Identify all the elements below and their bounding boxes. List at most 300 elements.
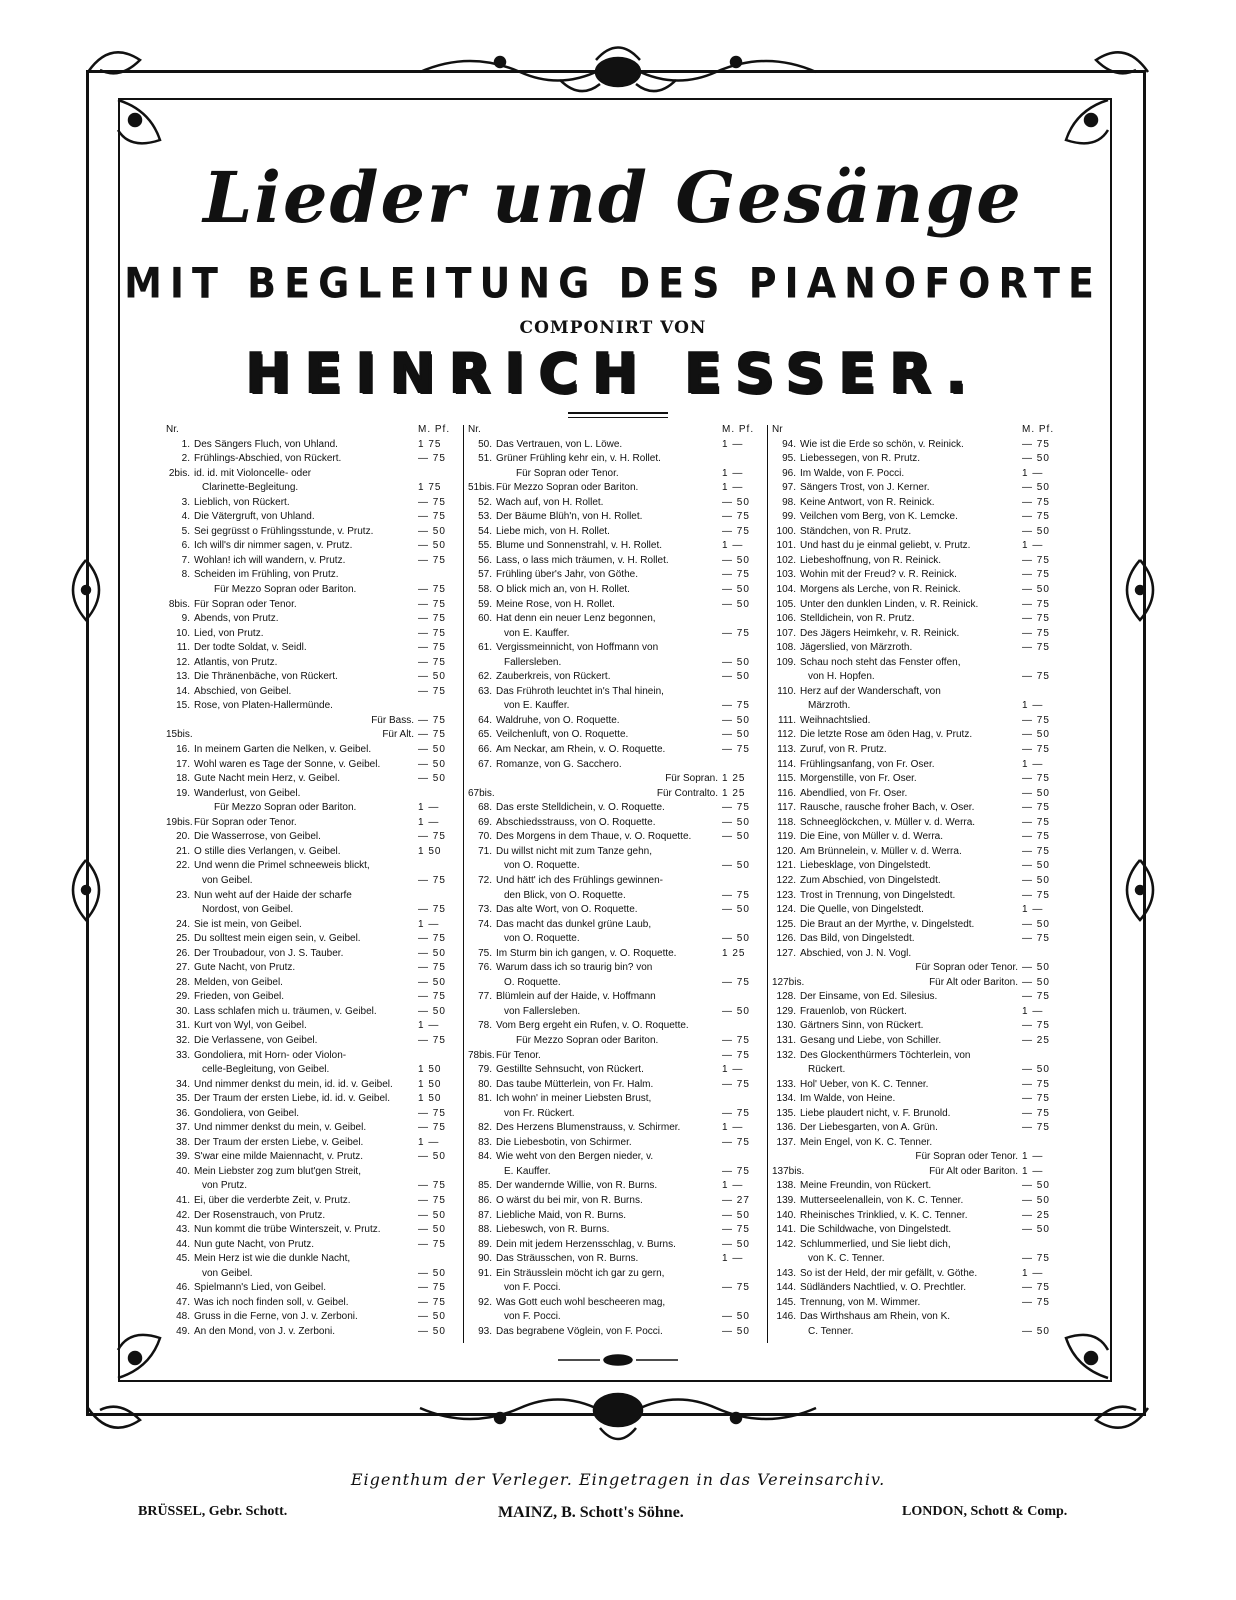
song-number: 104. [776,584,796,596]
song-title: Spielmann's Lied, von Geibel. [194,1282,326,1294]
song-title: Liebessegen, von R. Prutz. [800,453,921,465]
song-number: 125. [776,918,796,930]
song-title: Für Contralto. [656,787,718,799]
song-title: Nun gute Nacht, von Prutz. [194,1238,315,1250]
song-entry [772,1179,1064,1194]
song-entry [772,1078,1064,1093]
song-title: Für Sopran oder Tenor. [915,962,1018,974]
song-entry [468,1078,764,1093]
song-price: — 75 [418,642,446,654]
song-number: 47. [176,1296,190,1308]
song-entry [468,1150,764,1165]
song-price: — 50 [1022,525,1050,537]
song-title: Die Thränenbäche, von Rückert. [194,671,338,683]
song-title: Die Verlassene, von Geibel. [194,1034,318,1046]
song-price: — 75 [1022,569,1050,581]
song-title: Blume und Sonnenstrahl, v. H. Rollet. [496,540,663,552]
song-title: Warum dass ich so traurig bin? von [496,962,653,974]
song-number: 60. [478,613,492,625]
song-entry [468,1136,764,1151]
song-price: — 75 [1022,889,1050,901]
song-number: 71. [478,845,492,857]
song-number: 23. [176,889,190,901]
song-entry [166,961,460,976]
song-title: Für Mezzo Sopran oder Bariton. [496,482,639,494]
song-title: Trost in Trennung, von Dingelstedt. [800,889,956,901]
song-number: 82. [478,1122,492,1134]
song-entry [166,1078,460,1093]
song-entry [468,627,764,642]
song-entry [166,627,460,642]
song-entry [772,772,1064,787]
song-entry [468,598,764,613]
song-number: 91. [478,1267,492,1279]
song-entry [772,743,1064,758]
song-entry [468,874,764,889]
song-title: Wohlan! ich will wandern, v. Prutz. [194,554,346,566]
song-price: — 50 [418,1267,446,1279]
song-number: 134. [776,1093,796,1105]
song-entry [468,918,764,933]
song-title: Jägerslied, von Märzroth. [800,642,913,654]
song-number: 90. [478,1253,492,1265]
song-title: von K. C. Tenner. [808,1253,885,1265]
title-rule-thin [568,417,668,418]
song-price: — 75 [722,627,750,639]
song-number: 21. [176,845,190,857]
song-number: 38. [176,1136,190,1148]
song-title: von E. Kauffer. [504,700,570,712]
song-title: Trennung, von M. Wimmer. [800,1296,921,1308]
song-number: 72. [478,874,492,886]
song-title: An den Mond, von J. v. Zerboni. [194,1325,336,1337]
song-title: Für Sopran. [665,773,718,785]
song-number: 127bis. [772,976,805,988]
song-title: Gondoliera, mit Horn- oder Violon- [194,1049,347,1061]
song-number: 127. [776,947,796,959]
song-entry [166,554,460,569]
song-number: 113. [777,744,796,756]
song-title: Wie ist die Erde so schön, v. Reinick. [800,438,964,450]
song-list-column-3 [772,423,1064,1339]
song-entry [772,903,1064,918]
song-price: — 75 [1022,933,1050,945]
song-entry [166,510,460,525]
song-price: 1 — [1022,467,1044,479]
song-entry [166,1209,460,1224]
song-entry [166,889,460,904]
song-entry [166,976,460,991]
song-entry [166,932,460,947]
song-entry [468,903,764,918]
song-number: 123. [776,889,796,901]
song-number: 2bis. [168,467,190,479]
song-entry [468,1121,764,1136]
song-entry [166,612,460,627]
song-price: — 75 [1022,1122,1050,1134]
song-title: Gute Nacht, von Prutz. [194,962,296,974]
list-end-ornament-icon [558,1355,678,1365]
song-title: Das macht das dunkel grüne Laub, [496,918,652,930]
song-title: Gruss in die Ferne, von J. v. Zerboni. [194,1311,358,1323]
song-entry [166,598,460,613]
song-price: — 75 [1022,627,1050,639]
song-price: — 75 [418,496,446,508]
song-title: Die Schildwache, von Dingelstedt. [800,1224,952,1236]
song-price: — 50 [418,773,446,785]
song-title: Zauberkreis, von Rückert. [496,671,611,683]
song-price: — 75 [1022,496,1050,508]
song-number: 41. [176,1194,190,1206]
column-header [772,423,1064,438]
song-number: 142. [776,1238,796,1250]
song-entry [772,568,1064,583]
song-price: — 75 [1022,744,1050,756]
song-title: Liebe plaudert nicht, v. F. Brunold. [800,1107,951,1119]
song-title: Der wandernde Willie, von R. Burns. [496,1180,658,1192]
song-entry [166,1063,460,1078]
song-entry [772,816,1064,831]
song-price: — 75 [418,613,446,625]
song-title: Atlantis, von Prutz. [194,656,278,668]
song-entry [166,1136,460,1151]
song-price: — 50 [418,947,446,959]
song-entry [166,656,460,671]
song-price: — 75 [722,1107,750,1119]
song-entry [772,830,1064,845]
song-number: 42. [176,1209,190,1221]
song-number: 86. [478,1194,492,1206]
song-entry [772,467,1064,482]
song-price: — 50 [722,1209,750,1221]
song-price: — 75 [722,1165,750,1177]
song-entry [772,889,1064,904]
song-number: 139. [776,1194,796,1206]
song-entry [166,801,460,816]
song-number: 102. [776,554,796,566]
song-price: — 75 [418,991,446,1003]
song-entry [468,990,764,1005]
song-entry [468,612,764,627]
main-title: Lieder und Gesänge [203,156,1023,239]
song-title: Des Glockenthürmers Töchterlein, von [800,1049,971,1061]
song-entry [772,641,1064,656]
song-title: Wohl waren es Tage der Sonne, v. Geibel. [194,758,381,770]
song-entry [468,510,764,525]
song-title: Vom Berg ergeht ein Rufen, v. O. Roquette. [496,1020,689,1032]
song-entry [468,1194,764,1209]
song-price: — 75 [1022,671,1050,683]
song-title: Schneeglöckchen, v. Müller v. d. Werra. [800,816,976,828]
song-entry [166,728,460,743]
song-title: Morgens als Lerche, von R. Reinick. [800,584,961,596]
song-title: Mein Liebster zog zum blut'gen Streit, [194,1165,361,1177]
song-price: — 75 [722,569,750,581]
song-number: 129. [776,1005,796,1017]
song-number: 34. [176,1078,190,1090]
song-title: Unter den dunklen Linden, v. R. Reinick. [800,598,979,610]
song-entry [468,830,764,845]
song-title: Frühlings-Abschied, von Rückert. [194,453,342,465]
song-title: Kurt von Wyl, von Geibel. [194,1020,307,1032]
song-number: 135. [776,1107,796,1119]
song-number: 121. [776,860,796,872]
song-number: 56. [478,554,492,566]
song-price: — 75 [722,525,750,537]
song-entry [772,685,1064,700]
song-entry [468,1296,764,1311]
song-price: — 50 [1022,584,1050,596]
song-number: 131. [776,1034,796,1046]
song-number: 29. [176,991,190,1003]
song-title: Für Sopran oder Tenor. [516,467,619,479]
song-number: 138. [776,1180,796,1192]
song-title: Für Sopran oder Tenor. [194,598,297,610]
song-title: Abschiedsstrauss, von O. Roquette. [496,816,656,828]
song-title: Für Mezzo Sopran oder Bariton. [214,802,357,814]
song-price: — 75 [418,1122,446,1134]
song-title: Für Bass. [371,714,414,726]
song-title: Lieblich, von Rückert. [194,496,290,508]
song-number: 76. [478,962,492,974]
song-number: 15bis. [166,729,193,741]
song-number: 4. [181,511,190,523]
song-entry [468,568,764,583]
song-entry [468,976,764,991]
composed-by-label: COMPONIRT VON [519,318,707,338]
song-price: — 75 [1022,816,1050,828]
song-price: — 75 [418,874,446,886]
song-entry [772,1252,1064,1267]
song-title: Das alte Wort, von O. Roquette. [496,904,638,916]
song-price: — 50 [1022,787,1050,799]
song-number: 54. [478,525,492,537]
song-entry [772,699,1064,714]
song-title: von H. Hopfen. [808,671,875,683]
song-number: 66. [478,744,492,756]
song-number: 83. [478,1136,492,1148]
song-entry [166,1267,460,1282]
song-price: — 75 [418,714,446,726]
song-title: Grüner Frühling kehr ein, v. H. Rollet. [496,453,661,465]
song-title: Der Liebesgarten, von A. Grün. [800,1122,938,1134]
song-title: C. Tenner. [808,1325,854,1337]
song-title: Das Wirthshaus am Rhein, von K. [800,1311,951,1323]
song-number: 143. [776,1267,796,1279]
song-title: von F. Pocci. [504,1282,561,1294]
song-entry [772,481,1064,496]
song-title: Gute Nacht mein Herz, v. Geibel. [194,773,340,785]
song-price: — 50 [722,933,750,945]
song-number: 105. [776,598,796,610]
song-title: Was Gott euch wohl bescheeren mag, [496,1296,666,1308]
song-title: Zuruf, von R. Prutz. [800,744,887,756]
song-title: Des Herzens Blumenstrauss, v. Schirmer. [496,1122,681,1134]
song-price: 1 — [1022,700,1044,712]
song-price: 1 50 [418,1064,442,1076]
song-entry [468,787,764,802]
song-number: 144. [776,1282,796,1294]
song-price: — 75 [418,1107,446,1119]
song-price: 1 — [1022,1165,1044,1177]
song-number: 108. [776,642,796,654]
song-price: — 50 [418,1224,446,1236]
song-number: 107. [776,627,796,639]
song-title: Das taube Mütterlein, von Fr. Halm. [496,1078,654,1090]
song-entry [166,990,460,1005]
song-price: — 75 [722,1034,750,1046]
song-entry [772,990,1064,1005]
song-number: 61. [478,642,492,654]
song-title: Des Morgens in dem Thaue, v. O. Roquette. [496,831,692,843]
song-number: 67bis. [468,787,495,799]
song-price: — 25 [1022,1209,1050,1221]
song-price: — 50 [418,1325,446,1337]
song-entry [468,496,764,511]
song-title: Für Alt oder Bariton. [929,1165,1018,1177]
song-entry [166,947,460,962]
song-title: Gesang und Liebe, von Schiller. [800,1034,942,1046]
song-number: 25. [176,933,190,945]
song-price: — 75 [1022,1282,1050,1294]
song-number: 27. [176,962,190,974]
song-entry [772,1267,1064,1282]
song-title: Und hätt' ich des Frühlings gewinnen- [496,874,664,886]
song-price: 1 — [418,816,440,828]
song-number: 8bis. [168,598,190,610]
song-price: 1 25 [722,787,746,799]
song-title: Nun weht auf der Haide der scharfe [194,889,352,901]
song-title: von Prutz. [202,1180,248,1192]
song-number: 99. [782,511,796,523]
song-entry [166,918,460,933]
song-number: 9. [181,613,190,625]
song-entry [166,467,460,482]
song-entry [468,1092,764,1107]
song-title: Melden, von Geibel. [194,976,283,988]
song-entry [468,859,764,874]
bottom-ornament-icon [420,1394,816,1439]
song-entry [772,1092,1064,1107]
song-entry [166,1049,460,1064]
song-price: — 50 [1022,1325,1050,1337]
song-title: Stelldichein, von R. Prutz. [800,613,915,625]
song-number: 95. [782,453,796,465]
song-price: 1 — [722,1180,744,1192]
song-title: Der todte Soldat, v. Seidl. [194,642,307,654]
song-number: 13. [176,671,190,683]
nr-header: Nr [772,424,783,435]
song-number: 16. [176,744,190,756]
song-price: — 75 [418,962,446,974]
song-entry [166,1107,460,1122]
song-price: 1 — [1022,758,1044,770]
song-number: 140. [776,1209,796,1221]
song-title: Des Jägers Heimkehr, v. R. Reinick. [800,627,960,639]
song-entry [166,641,460,656]
song-title: Blümlein auf der Haide, v. Hoffmann [496,991,656,1003]
song-price: — 50 [1022,1180,1050,1192]
song-price: — 75 [722,1224,750,1236]
song-price: — 50 [418,525,446,537]
song-price: — 50 [1022,976,1050,988]
song-entry [166,830,460,845]
song-title: Meine Rose, von H. Rollet. [496,598,615,610]
song-number: 77. [478,991,492,1003]
song-title: Dein mit jedem Herzensschlag, v. Burns. [496,1238,676,1250]
song-title: Für Sopran oder Tenor. [915,1151,1018,1163]
song-price: — 50 [722,816,750,828]
song-number: 15. [176,700,190,712]
song-entry [468,772,764,787]
song-price: — 75 [418,511,446,523]
song-title: Der Rosenstrauch, von Prutz. [194,1209,326,1221]
song-title: O wärst du bei mir, von R. Burns. [496,1194,643,1206]
song-entry [468,554,764,569]
song-price: 1 75 [418,482,442,494]
song-entry [772,1209,1064,1224]
song-price: — 50 [1022,1194,1050,1206]
song-price: 1 — [418,1020,440,1032]
song-entry [166,568,460,583]
song-price: — 75 [418,729,446,741]
song-number: 145. [776,1296,796,1308]
song-price: 1 — [418,802,440,814]
song-title: Meine Freundin, von Rückert. [800,1180,932,1192]
song-number: 58. [478,584,492,596]
song-title: Schau noch steht das Fenster offen, [800,656,961,668]
song-title: Du solltest mein eigen sein, v. Geibel. [194,933,361,945]
song-entry [468,1063,764,1078]
song-entry [468,801,764,816]
song-title: von O. Roquette. [504,933,580,945]
song-price: — 50 [1022,918,1050,930]
song-price: — 75 [1022,1107,1050,1119]
song-price: — 75 [418,627,446,639]
song-number: 146. [776,1311,796,1323]
song-price: — 75 [1022,598,1050,610]
song-price: — 50 [722,860,750,872]
song-title: Clarinette-Begleitung. [202,482,299,494]
song-number: 88. [478,1224,492,1236]
song-title: Für Tenor. [496,1049,541,1061]
song-price: — 75 [418,1282,446,1294]
song-price: — 75 [722,700,750,712]
song-number: 87. [478,1209,492,1221]
song-number: 68. [478,802,492,814]
song-price: — 75 [418,656,446,668]
song-price: — 75 [722,802,750,814]
song-number: 65. [478,729,492,741]
song-price: — 75 [418,453,446,465]
song-number: 19. [176,787,190,799]
song-entry [166,583,460,598]
song-price: — 50 [418,671,446,683]
song-price: — 50 [722,656,750,668]
song-title: Frühling über's Jahr, von Göthe. [496,569,638,581]
song-price: 1 25 [722,947,746,959]
song-title: O blick mich an, von H. Rollet. [496,584,630,596]
song-entry [772,1165,1064,1180]
song-number: 96. [782,467,796,479]
song-entry [468,816,764,831]
song-entry [772,1121,1064,1136]
song-title: Nordost, von Geibel. [202,904,294,916]
song-number: 12. [176,656,190,668]
song-number: 57. [478,569,492,581]
song-title: Keine Antwort, von R. Reinick. [800,496,935,508]
song-entry [166,1092,460,1107]
